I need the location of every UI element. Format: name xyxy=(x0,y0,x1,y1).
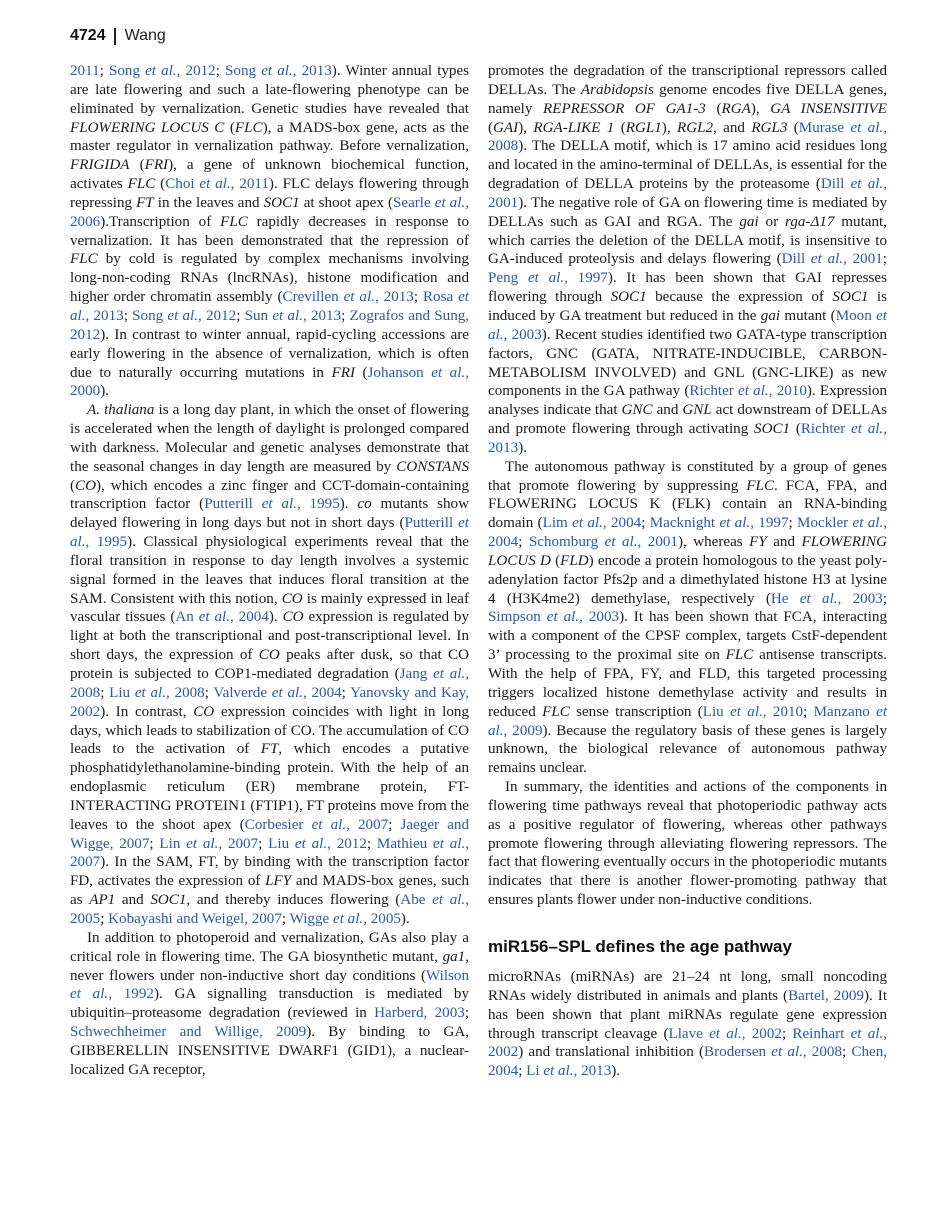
citation-link[interactable]: , 2005 xyxy=(70,892,469,927)
citation-link[interactable]: et al. xyxy=(333,910,364,927)
citation-link[interactable]: et al. xyxy=(434,194,466,211)
citation-link[interactable]: , 2001 xyxy=(488,176,887,211)
citation-link[interactable]: et al. xyxy=(433,666,466,682)
citation-link[interactable]: , 2003 xyxy=(837,590,883,607)
citation-link[interactable]: Lim xyxy=(542,515,573,532)
italic-term: CO xyxy=(193,703,215,720)
citation-link[interactable]: , 1997 xyxy=(564,270,608,287)
italic-term: GNL xyxy=(682,402,712,419)
citation-link[interactable]: Murase xyxy=(798,119,851,136)
citation-link[interactable]: Li xyxy=(526,1063,544,1080)
citation-link[interactable]: et al. xyxy=(70,515,469,551)
citation-link[interactable]: et al. xyxy=(343,289,375,306)
italic-term: SOC1 xyxy=(150,892,187,909)
italic-term: CO xyxy=(281,590,303,607)
italic-term: FRI xyxy=(144,157,169,174)
citation-link[interactable]: Jaeger and Wigge, 2007 xyxy=(70,816,469,852)
body-paragraph: In addition to photoperoid and vernalization, GAs also play a critical role in flowering time. The GA biosynthetic mutant, ga1, never flowers under non-inductive short day conditions (Wilson et al., 1992). GA signalling transduction is mediated by ubiquitin–proteasome degradation (reviewed in Harberd, 2003; Schwechheimer and Willige, 2009). By binding to GA, GIBBERELLIN INSENSITIVE DWARF1 (GID1), a nuclear-localized GA receptor, xyxy=(70,929,470,1078)
citation-link[interactable]: Valverde xyxy=(213,684,272,701)
italic-term: GA INSENSITIVE xyxy=(770,100,887,117)
citation-link[interactable]: Putterill xyxy=(204,496,262,513)
citation-link[interactable]: et al. xyxy=(432,892,466,909)
citation-link[interactable]: et al. xyxy=(134,684,167,701)
citation-link[interactable]: et al. xyxy=(199,176,231,193)
left-column xyxy=(70,62,469,1080)
citation-link[interactable]: et al. xyxy=(709,1025,742,1042)
citation-link[interactable]: et al. xyxy=(70,289,469,324)
citation-link[interactable]: Schomburg xyxy=(528,534,605,551)
italic-term: FLD xyxy=(560,552,589,569)
body-paragraph: A. thaliana is a long day plant, in which the onset of flowering is accelerated when the length of daylight is prolonged compared with darkness. Molecular and genetic analyses demonstrate that the seasonal changes in day length are measured by CONSTANS (CO), which encodes a zinc finger and CCT-domain-containing transcription factor (Putterill et al., 1995). co mutants show delayed flowering in long days but not in short days (Putterill et al., 1995). Classical physiological experiments reveal that the floral transition in response to day length involves a systemic signal formed in the leaves that induces floral transition at the SAM. Consistent with this notion, CO is mainly expressed in leaf vascular tissues (An et al., 2004). CO expression is regulated by light at both the transcriptional and post-transcriptional level. In short days, the expression of CO peaks after dusk, so that CO protein is subjected to COP1-mediated degradation (Jang et al., 2008; Liu et al., 2008; Valverde et al., 2004; Yanovsky and Kay, 2002). In contrast, CO expression coincides with light in long days, which leads to stabilization of CO. The accumulation of CO leads to the activation of FT, which encodes a putative phosphatidylethanolamine-binding protein. With the help of an endoplasmic reticulum (ER) membrane protein, FT-INTERACTING PROTEIN1 (FTIP1), FT proteins move from the leaves to the shoot apex (Corbesier et al., 2007; Jaeger and Wigge, 2007; Lin et al., 2007; Liu et al., 2012; Mathieu et al., 2007). In the SAM, FT, by binding with the transcription factor FD, activates the expression of LFY and MADS-box genes, such as AP1 and SOC1, and thereby induces flowering (Abe et al., 2005; Kobayashi and Weigel, 2007; Wigge et al., 2005). xyxy=(70,402,470,927)
citation-link[interactable]: Johanson xyxy=(367,364,432,381)
citation-link[interactable]: , 2013 xyxy=(302,307,342,324)
citation-link[interactable]: , 2004 xyxy=(602,515,642,532)
citation-link[interactable]: , 2011 xyxy=(230,176,269,193)
citation-link[interactable]: Jang xyxy=(399,666,434,682)
italic-term: CONSTANS xyxy=(396,458,469,475)
citation-link[interactable]: Mockler xyxy=(797,515,853,532)
citation-link[interactable]: , 2008 xyxy=(166,684,205,701)
citation-link[interactable]: Llave xyxy=(668,1025,710,1042)
citation-link[interactable]: , 2013 xyxy=(292,63,332,79)
citation-link[interactable]: et al. xyxy=(771,1044,803,1061)
body-paragraph: promotes the degradation of the transcriptional repressors called DELLAs. The Arabidopsis genome encodes five DELLA genes, namely REPRESSOR OF GA1-3 (RGA), GA INSENSITIVE (GAI), RGA-LIKE 1 (RGL1), RGL2, and RGL3 (Murase et al., 2008). The DELLA motif, which is 17 amino acid residues long and located in the amino-terminal of DELLAs, is essential for the degradation of DELLA proteins by the proteasome (Dill et al., 2001). The negative role of GA on flowering time is mediated by DELLAs such as GAI and RGA. The gai or rga-Δ17 mutant, which carries the deletion of the DELLA motif, is insensitive to GA-induced proteolysis and delays flowering (Dill et al., 2001; Peng et al., 1997). It has been shown that GAI represses flowering through SOC1 because the expression of SOC1 is induced by GA treatment but reduced in the gai mutant (Moon et al., 2003). Recent studies identified two GATA-type transcription factors, GNC (GATA, NITRATE-INDUCIBLE, CARBON-METABOLISM INVOLVED) and GNL (GNC-LIKE) as new components in the GA pathway (Richter et al., 2010). Expression analyses indicate that GNC and GNL act downstream of DELLAs and promote flowering through activating SOC1 (Richter et al., 2013). xyxy=(488,63,888,456)
citation-link[interactable]: , 2013 xyxy=(573,1063,612,1080)
citation-link[interactable]: , 1995 xyxy=(85,534,128,551)
citation-link[interactable]: et al. xyxy=(810,251,844,268)
citation-link[interactable]: Liu xyxy=(268,835,295,852)
italic-term: FLC xyxy=(725,647,754,664)
citation-link[interactable]: Crevillen xyxy=(282,289,344,306)
italic-term: gai xyxy=(760,307,781,324)
citation-link[interactable]: Dill xyxy=(820,176,851,193)
italic-term: A. thaliana xyxy=(87,402,155,419)
citation-link[interactable]: Rosa xyxy=(422,289,459,306)
citation-link[interactable]: et al. xyxy=(488,307,887,343)
citation-link[interactable]: Richter xyxy=(800,421,852,438)
citation-link[interactable]: et al. xyxy=(850,176,884,193)
citation-link[interactable]: et al. xyxy=(261,63,293,79)
italic-term: CO xyxy=(282,609,304,626)
italic-term: GNC xyxy=(621,402,653,419)
italic-term: REPRESSOR OF GA1-3 xyxy=(543,100,706,117)
citation-link[interactable]: 2011 xyxy=(70,63,100,79)
citation-link[interactable]: et al. xyxy=(852,515,884,532)
header-divider xyxy=(114,28,116,45)
italic-term: FLC xyxy=(746,477,775,494)
citation-link[interactable]: et al. xyxy=(572,515,603,532)
citation-link[interactable]: , 1995 xyxy=(296,496,340,513)
citation-link[interactable]: , 2013 xyxy=(374,289,414,306)
italic-term: RGA-LIKE 1 xyxy=(533,119,615,136)
citation-link[interactable]: , 2013 xyxy=(85,307,124,324)
citation-link[interactable]: et al. xyxy=(527,270,565,287)
citation-link[interactable]: et al. xyxy=(271,684,303,701)
citation-link[interactable]: Wigge xyxy=(289,910,333,927)
citation-link[interactable]: Wilson xyxy=(426,967,469,984)
italic-term: RGA xyxy=(721,100,751,117)
citation-link[interactable]: , 2012 xyxy=(198,307,237,324)
citation-link[interactable]: Mathieu xyxy=(376,835,434,852)
citation-link[interactable]: et al. xyxy=(431,364,466,381)
citation-link[interactable]: , 2000 xyxy=(70,364,469,400)
citation-link[interactable]: et al. xyxy=(311,816,347,833)
citation-link[interactable]: et al. xyxy=(546,609,580,626)
italic-term: rga-Δ17 xyxy=(785,213,835,230)
citation-link[interactable]: Manzano xyxy=(813,703,877,720)
citation-link[interactable]: Reinhart xyxy=(792,1025,851,1042)
page-number: 4724 xyxy=(70,27,106,44)
citation-link[interactable]: Zografos and Sung, 2012 xyxy=(70,307,470,343)
citation-link[interactable]: Song xyxy=(225,63,262,79)
citation-link[interactable]: , 2002 xyxy=(488,1025,888,1061)
italic-term: ga1 xyxy=(442,948,466,965)
citation-link[interactable]: et al. xyxy=(70,986,109,1003)
citation-link[interactable]: , 2008 xyxy=(70,666,469,701)
citation-link[interactable]: He xyxy=(770,590,800,607)
citation-link[interactable]: et al. xyxy=(851,421,884,438)
citation-link[interactable]: , 2008 xyxy=(488,119,887,155)
citation-link[interactable]: Moon xyxy=(835,307,877,324)
italic-term: FLC xyxy=(70,251,98,268)
citation-link[interactable]: et al. xyxy=(272,307,303,324)
citation-link[interactable]: Abe xyxy=(400,892,433,909)
italic-term: RGL2 xyxy=(676,119,714,136)
italic-term: gai xyxy=(739,213,759,230)
italic-term: FY xyxy=(749,534,767,551)
citation-link[interactable]: , 2004 xyxy=(488,515,888,551)
citation-link[interactable]: Yanovsky and Kay, 2002 xyxy=(70,684,469,720)
citation-link[interactable]: Song xyxy=(132,307,168,324)
citation-link[interactable]: , 2010 xyxy=(768,383,807,400)
running-author: Wang xyxy=(124,27,166,44)
body-paragraph: 2011; Song et al., 2012; Song et al., 2013). Winter annual types are late flowering and such a late-flowering phenotype can be eliminated by vernalization. Genetic studies have revealed that FLOWERING LOCUS C (FLC), a MADS-box gene, acts as the master regulator in vernalization pathway. Before vernalization, FRIGIDA (FRI), a gene of unknown biochemical function, activates FLC (Choi et al., 2011). FLC delays flowering through repressing FT in the leaves and SOC1 at shoot apex (Searle et al., 2006).Transcription of FLC rapidly decreases in response to vernalization. It has been demonstrated that the repression of FLC by cold is regulated by complex mechanisms involving long-non-coding RNAs (lncRNAs), histone modification and higher order chromatin assembly (Crevillen et al., 2013; Rosa et al., 2013; Song et al., 2012; Sun et al., 2013; Zografos and Sung, 2012). In contrast to winter annual, rapid-cycling accessions are early flowering in the absence of vernalization, which is often due to naturally occurring mutations in FRI (Johanson et al., 2000). xyxy=(70,63,470,400)
citation-link[interactable]: Dill xyxy=(781,251,811,268)
citation-link[interactable]: et al. xyxy=(730,703,763,720)
italic-term: CO xyxy=(258,647,280,664)
italic-term: FT xyxy=(136,194,154,211)
running-header xyxy=(70,24,166,48)
italic-term: SOC1 xyxy=(263,194,300,211)
citation-link[interactable]: , 2003 xyxy=(503,326,542,343)
citation-link[interactable]: , 2007 xyxy=(346,816,389,833)
body-paragraph: microRNAs (miRNAs) are 21–24 nt long, small noncoding RNAs widely distributed in animals and plants (Bartel, 2009). It has been shown that plant miRNAs regulate gene expression through transcript cleavage (Llave et al., 2002; Reinhart et al., 2002) and translational inhibition (Brodersen et al., 2008; Chen, 2004; Li et al., 2013). xyxy=(488,968,888,1080)
italic-term: Arabidopsis xyxy=(580,81,654,98)
citation-link[interactable]: , 1992 xyxy=(108,986,154,1003)
citation-link[interactable]: et al. xyxy=(604,534,638,551)
citation-link[interactable]: , 2007 xyxy=(70,835,470,871)
citation-link[interactable]: , 2008 xyxy=(802,1044,842,1061)
citation-link[interactable]: , 2001 xyxy=(843,251,883,268)
citation-link[interactable]: et al. xyxy=(719,515,751,532)
citation-link[interactable]: , 2004 xyxy=(230,609,269,626)
italic-term: RGL1 xyxy=(625,119,662,136)
citation-link[interactable]: et al. xyxy=(198,609,231,626)
italic-term: FLC xyxy=(542,703,570,720)
citation-link[interactable]: Brodersen xyxy=(704,1044,772,1061)
italic-term: SOC1 xyxy=(832,289,869,306)
body-paragraph: In summary, the identities and actions of the components in flowering time pathways reveal that photoperiodic pathway acts as a positive regulator of flowering, whereas other pathways promote flowering through alleviating flowering repressors. The fact that flowering eventually occurs in the photoperiodic mutants indicates that there is another flower-promoting pathway that ensures plants flower under non-inductive conditions. xyxy=(488,779,887,909)
italic-term: FT xyxy=(260,741,279,758)
citation-link[interactable]: Sun xyxy=(244,307,273,324)
italic-term: LFY xyxy=(265,873,292,890)
italic-term: FLC xyxy=(220,213,248,230)
citation-link[interactable]: et al. xyxy=(261,496,297,513)
citation-link[interactable]: Richter xyxy=(689,383,739,400)
citation-link[interactable]: Macknight xyxy=(649,515,720,532)
citation-link[interactable]: Putterill xyxy=(404,515,459,532)
section-heading: miR156–SPL defines the age pathway xyxy=(488,936,792,956)
citation-link[interactable]: et al. xyxy=(850,119,884,136)
italic-term: FRI xyxy=(331,364,355,381)
citation-link[interactable]: Corbesier xyxy=(244,816,312,833)
italic-term: FLC xyxy=(234,119,263,136)
citation-link[interactable]: , 2001 xyxy=(637,534,678,551)
citation-link[interactable]: Simpson xyxy=(488,609,547,626)
citation-link[interactable]: Peng xyxy=(488,270,528,287)
citation-link[interactable]: Searle xyxy=(392,194,435,211)
citation-link[interactable]: et al. xyxy=(145,63,177,79)
citation-link[interactable]: An xyxy=(175,609,199,626)
citation-link[interactable]: , 2005 xyxy=(363,910,401,927)
citation-link[interactable]: , 1997 xyxy=(750,515,789,532)
citation-link[interactable]: , 2006 xyxy=(70,194,469,230)
citation-link[interactable]: Kobayashi and Weigel, 2007 xyxy=(108,910,282,927)
citation-link[interactable]: Harberd, 2003 xyxy=(374,1005,465,1022)
citation-link[interactable]: , 2004 xyxy=(302,684,342,701)
italic-term: SOC1 xyxy=(610,289,647,306)
citation-link[interactable]: et al. xyxy=(167,307,198,324)
citation-link[interactable]: , 2003 xyxy=(579,609,620,626)
italic-term: FRIGIDA xyxy=(70,157,130,174)
italic-term: FLOWERING LOCUS C xyxy=(70,119,225,136)
citation-link[interactable]: , 2013 xyxy=(488,421,887,456)
citation-link[interactable]: Song xyxy=(108,63,146,79)
italic-term: FLOWERING LOCUS D xyxy=(488,534,888,569)
citation-link[interactable]: Choi xyxy=(165,176,200,193)
citation-link[interactable]: Bartel, 2009 xyxy=(788,987,864,1004)
citation-link[interactable]: Schwechheimer and Willige, 2009 xyxy=(70,1024,307,1041)
italic-term: AP1 xyxy=(89,892,116,909)
citation-link[interactable]: Chen, 2004 xyxy=(488,1044,888,1080)
citation-link[interactable]: et al. xyxy=(738,383,769,400)
italic-term: FLC xyxy=(127,176,156,193)
right-column xyxy=(488,62,887,1081)
citation-link[interactable]: , 2010 xyxy=(762,703,804,720)
citation-link[interactable]: et al. xyxy=(543,1063,574,1080)
citation-link[interactable]: et al. xyxy=(433,835,466,852)
italic-term: co xyxy=(357,496,372,513)
citation-link[interactable]: , 2012 xyxy=(176,63,216,79)
citation-link[interactable]: , 2007 xyxy=(218,835,259,852)
italic-term: GAI xyxy=(493,119,519,136)
citation-link[interactable]: et al. xyxy=(799,590,838,607)
italic-term: CO xyxy=(75,477,96,494)
citation-link[interactable]: et al. xyxy=(186,835,219,852)
citation-link[interactable]: Lin xyxy=(159,835,187,852)
citation-link[interactable]: , 2012 xyxy=(327,835,367,852)
citation-link[interactable]: et al. xyxy=(294,835,328,852)
citation-link[interactable]: Liu xyxy=(702,703,731,720)
citation-link[interactable]: et al. xyxy=(488,703,888,739)
citation-link[interactable]: , 2002 xyxy=(741,1025,782,1042)
body-paragraph: The autonomous pathway is constituted by a group of genes that promote flowering by suppressing FLC. FCA, FPA, and FLOWERING LOCUS K (FLK) contain an RNA-binding domain (Lim et al., 2004; Macknight et al., 1997; Mockler et al., 2004; Schomburg et al., 2001), whereas FY and FLOWERING LOCUS D (FLD) encode a protein homologous to the yeast poly-adenylation factor Pfs2p and a dimethylated histone H3 at lysine 4 (H3K4me2) demethylase, respectively (He et al., 2003; Simpson et al., 2003). It has been shown that FCA, interacting with a component of the CPSF complex, targets CstF-dependent 3’ processing to the proximal site on FLC antisense transcripts. With the help of FPA, FY, and FLD, this targeted processing triggers localized histone demethylase activity and results in reduced FLC sense transcription (Liu et al., 2010; Manzano et al., 2009). Because the regulatory basis of these genes is largely unknown, the biological relevance of autonomous pathway remains unclear. xyxy=(488,458,888,777)
italic-term: RGL3 xyxy=(751,119,788,136)
citation-link[interactable]: , 2009 xyxy=(503,722,543,739)
italic-term: SOC1 xyxy=(754,421,791,438)
citation-link[interactable]: Liu xyxy=(109,684,135,701)
citation-link[interactable]: et al. xyxy=(850,1025,884,1042)
